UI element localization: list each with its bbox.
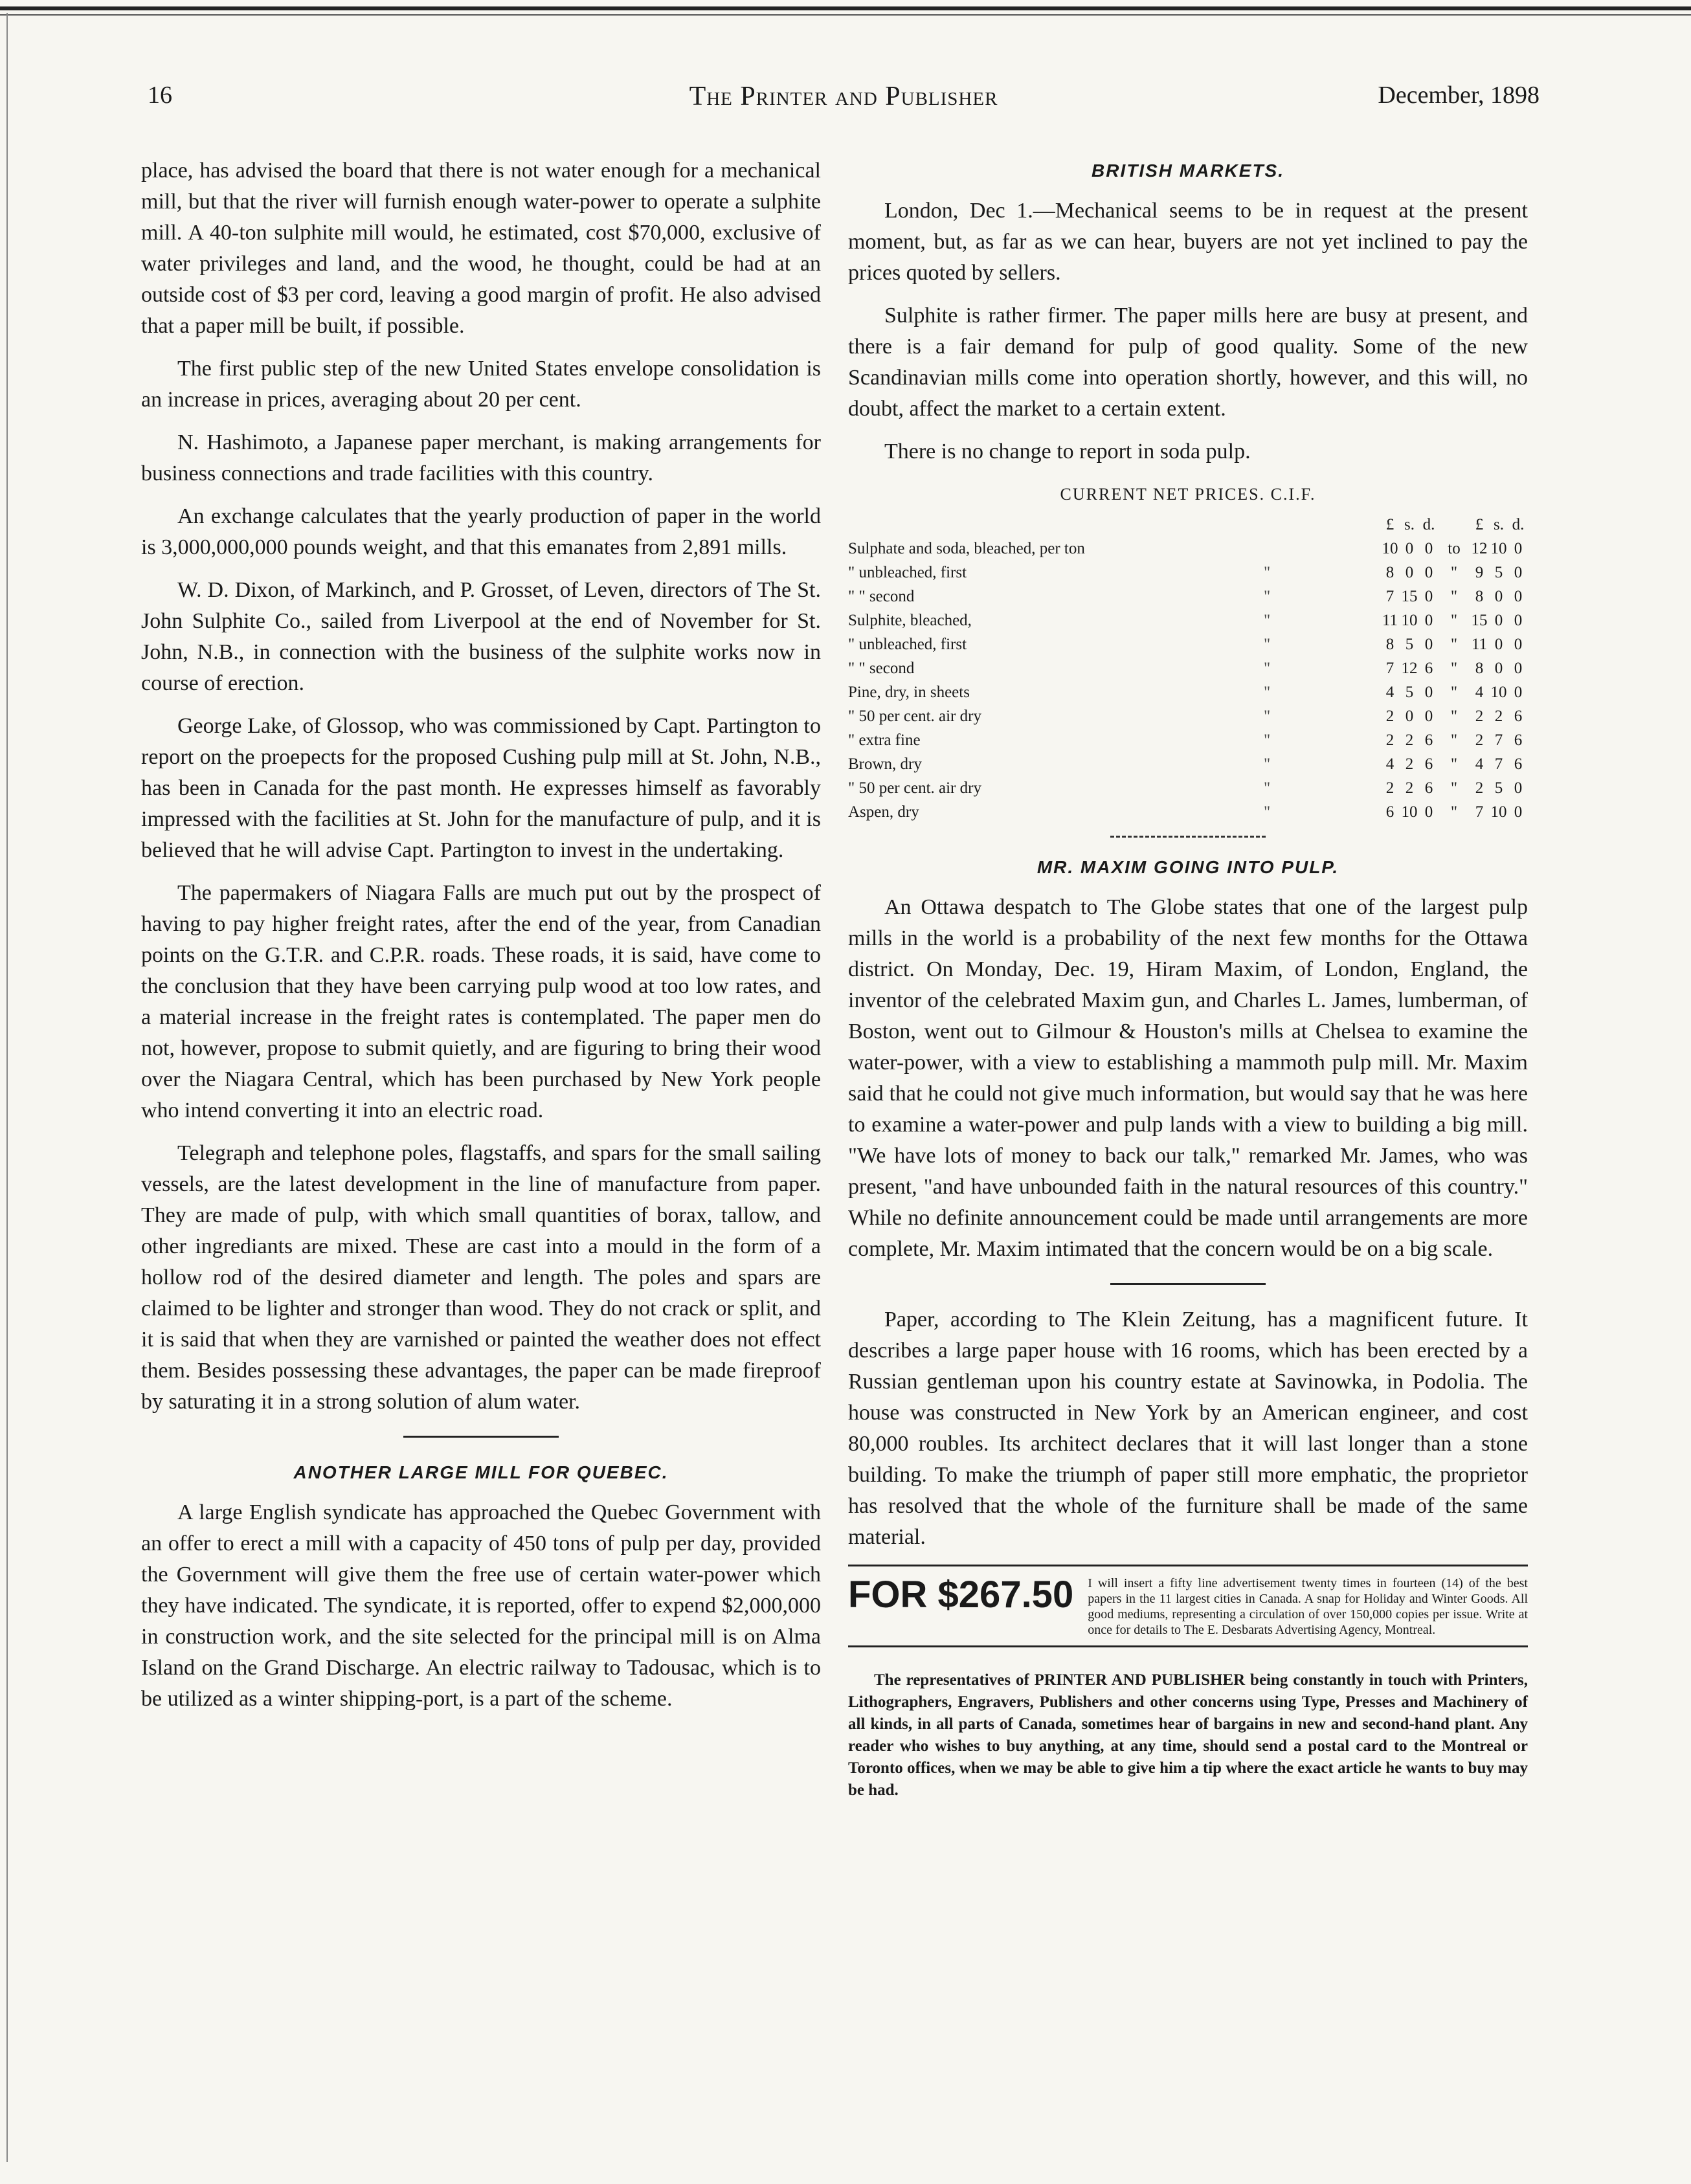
price-low-shillings: 5 (1405, 684, 1414, 701)
price-high-pounds: 15 (1471, 612, 1488, 629)
paragraph-niagara: The papermakers of Niagara Falls are much put out by the prospect of having to pay higher freight rates, after the end of the year, from Canadian points on the G.T.R. and C.P.R. roads. These roads, it is said, have come to the conclusion that they have been carrying pulp wood at too low rates, and a material increase in the freight rates is contemplated. The paper men do not, however, propose to submit quietly, and are figuring to bring their wood over the Niagara Central, which has been purchased by New York people who intend converting it into an electric road. (141, 881, 821, 1122)
price-low-pence: 0 (1424, 588, 1433, 605)
price-to: " (1450, 612, 1458, 629)
price-high-pence: 6 (1514, 755, 1523, 773)
price-high-shillings: 10 (1490, 684, 1507, 701)
price-low-pounds: 7 (1385, 588, 1394, 605)
paragraph-soda: There is no change to report in soda pulp. (884, 440, 1251, 463)
price-low-shillings: 10 (1401, 612, 1418, 629)
price-to: " (1450, 731, 1458, 749)
price-low-shillings: 2 (1405, 779, 1414, 797)
prices-title: CURRENT NET PRICES. C.I.F. (1060, 485, 1316, 504)
paragraph-paper-house: Paper, according to The Klein Zeitung, has a magnificent future. It describes a large paper house with 16 rooms, which has been erected by a Russian gentleman upon his country estate at Savinowka, in Podolia. The house was constructed in New York by an American engineer, and cost 80,000 roubles. Its architect declares that it will last longer than a stone building. To make the triumph of paper still more emphatic, the proprietor has resolved that the whole of the furniture shall be made of the same material. (848, 1308, 1528, 1549)
price-high-shillings: 7 (1494, 755, 1503, 773)
price-to: " (1450, 564, 1458, 581)
table-divider (1110, 836, 1266, 838)
page-header (148, 81, 1540, 126)
price-ditto: " (1264, 755, 1271, 773)
price-ditto: " (1264, 779, 1271, 797)
price-low-pounds: 7 (1385, 660, 1394, 677)
publication-title: The Printer and Publisher (689, 82, 998, 111)
price-high-pounds: 12 (1471, 540, 1488, 557)
price-row (848, 656, 1528, 680)
price-low-shillings: 0 (1405, 540, 1414, 557)
price-low-pence: 0 (1424, 708, 1433, 725)
price-low-shillings: 2 (1405, 755, 1414, 773)
price-high-pence: 0 (1514, 636, 1523, 653)
issue-date: December, 1898 (1378, 82, 1540, 109)
price-low-pence: 0 (1424, 540, 1433, 557)
publisher-notice: The representatives of PRINTER AND PUBLISHER being constantly in touch with Printers, Lithographers, Engravers, Publishers and other concerns using Type, Presses and Machinery of all kinds, in all parts of Canada, sometimes hear of bargains in new and second-hand plant. Any reader who wishes to buy anything, at any time, should send a postal card to the Montreal or Toronto offices, when we may be able to give him a tip where the exact article he wants to buy may be had. (848, 1671, 1528, 1799)
price-high-shillings: 5 (1494, 779, 1503, 797)
price-row (848, 776, 1528, 800)
price-label: Sulphate and soda, bleached, per ton (848, 540, 1085, 557)
price-label: " unbleached, first (848, 636, 967, 653)
price-to: " (1450, 660, 1458, 677)
price-low-pounds: 6 (1385, 803, 1394, 821)
price-low-shillings: 0 (1405, 708, 1414, 725)
price-low-shillings: 12 (1401, 660, 1418, 677)
price-low-pounds: 4 (1385, 684, 1394, 701)
price-ditto: " (1264, 612, 1271, 629)
price-label: Sulphite, bleached, (848, 612, 972, 629)
price-high-pounds: 4 (1475, 684, 1484, 701)
price-low-pounds: 2 (1385, 731, 1394, 749)
price-high-shillings: 0 (1494, 588, 1503, 605)
price-high-shillings: 0 (1494, 636, 1503, 653)
price-high-pounds: 9 (1475, 564, 1484, 581)
price-label: " 50 per cent. air dry (848, 779, 981, 797)
price-low-pence: 0 (1424, 636, 1433, 653)
price-label: " " second (848, 588, 915, 605)
price-ditto: " (1264, 708, 1271, 725)
price-low-pounds: 2 (1385, 708, 1394, 725)
paragraph-quebec: A large English syndicate has approached the Quebec Government with an offer to erect a mill with a capacity of 450 tons of pulp per day, provided the Government will give them the free use of certain water-power which they have indicated. The syndicate, it is reported, offer to expend $2,000,000 in construction work, and the site selected for the principal mill is on Alma Island on the Grand Discharge. An electric railway to Tadousac, which is to be utilized as a winter shipping-port, is a part of the scheme. (141, 1500, 821, 1711)
price-high-shillings: 7 (1494, 731, 1503, 749)
price-high-pounds: 2 (1475, 779, 1484, 797)
ad-headline: FOR $267.50 (848, 1574, 1074, 1616)
unit-pence: d. (1422, 516, 1435, 533)
prices-units-row (848, 513, 1528, 537)
price-high-pence: 6 (1514, 731, 1523, 749)
price-to: " (1450, 588, 1458, 605)
price-high-shillings: 0 (1494, 660, 1503, 677)
paragraph-lake: George Lake, of Glossop, who was commissioned by Capt. Partington to report on the proepects for the proposed Cushing pulp mill at St. John, N.B., has been in Canada for the past month. He expresses himself as favorably impressed with the facilities at St. John for the manufacture of pulp, and it is believed that he will advise Capt. Partington to invest in the undertaking. (141, 714, 821, 862)
price-row (848, 704, 1528, 728)
price-high-pounds: 2 (1475, 731, 1484, 749)
price-high-pounds: 11 (1471, 636, 1488, 653)
prices-table (848, 513, 1528, 824)
paragraph-production: An exchange calculates that the yearly production of paper in the world is 3,000,000,000 pounds weight, and that this emanates from 2,891 mills. (141, 504, 821, 559)
price-low-pence: 0 (1424, 684, 1433, 701)
unit-pence: d. (1512, 516, 1525, 533)
price-to: " (1450, 684, 1458, 701)
price-label: Aspen, dry (848, 803, 919, 821)
price-high-pence: 0 (1514, 612, 1523, 629)
price-high-pounds: 4 (1475, 755, 1484, 773)
price-to: " (1450, 636, 1458, 653)
price-row (848, 537, 1528, 561)
price-to: " (1450, 755, 1458, 773)
price-high-pence: 6 (1514, 708, 1523, 725)
price-high-pounds: 8 (1475, 660, 1484, 677)
right-column (848, 155, 1528, 1801)
price-high-pence: 0 (1514, 779, 1523, 797)
price-to: " (1450, 803, 1458, 821)
price-high-pence: 0 (1514, 660, 1523, 677)
price-row (848, 585, 1528, 608)
price-low-pounds: 8 (1385, 564, 1394, 581)
price-high-shillings: 2 (1494, 708, 1503, 725)
price-to: " (1450, 779, 1458, 797)
price-to: to (1448, 540, 1461, 557)
price-label: " 50 per cent. air dry (848, 708, 981, 725)
paragraph-envelope: The first public step of the new United States envelope consolidation is an increase in prices, averaging about 20 per cent. (141, 357, 821, 412)
paragraph-sulphite-mill: place, has advised the board that there is not water enough for a mechanical mill, but that the river will furnish enough water-power to operate a sulphite mill. A 40-ton sulphite mill would, he estimated, cost $70,000, exclusive of water privileges and land, and the wood, he thought, could be had at an outside cost of $3 per cord, leaving a good margin of profit. He also advised that a paper mill be built, if possible. (141, 159, 821, 338)
price-label: " extra fine (848, 731, 921, 749)
paragraph-poles: Telegraph and telephone poles, flagstaffs, and spars for the small sailing vessels, are the latest development in the line of manufacture from paper. They are made of pulp, with which small quantities of borax, tallow, and other ingrediants are mixed. These are cast into a mould in the form of a hollow rod of the desired diameter and length. The poles and spars are claimed to be lighter and stronger than wood. They do not crack or split, and it is said that when they are varnished or painted the weather does not effect them. Besides possessing these advantages, the paper can be made fireproof by saturating it in a strong solution of alum water. (141, 1141, 821, 1414)
price-high-pence: 0 (1514, 540, 1523, 557)
price-row (848, 752, 1528, 776)
paragraph-maxim: An Ottawa despatch to The Globe states that one of the largest pulp mills in the world is a probability of the next few months for the Ottawa district. On Monday, Dec. 19, Hiram Maxim, of London, England, the inventor of the celebrated Maxim gun, and Charles L. James, lumberman, of Boston, went out to Gilmour & Houston's mills at Chelsea to examine the water-power, with a view to establishing a mammoth pulp mill. Mr. Maxim said that he could not give much information, but would say that he was here to examine a water-power and pulp lands with a view to building a big mill. "We have lots of money to back our talk," remarked Mr. James, who was present, "and have unbounded faith in the natural resources of this country." While no definite announcement could be made until arrangements are more complete, Mr. Maxim intimated that the concern would be on a big scale. (848, 895, 1528, 1261)
price-high-pounds: 2 (1475, 708, 1484, 725)
section-divider (403, 1436, 559, 1438)
left-column (141, 155, 821, 1726)
paragraph-hashimoto: N. Hashimoto, a Japanese paper merchant, is making arrangements for business connections and trade facilities with this country. (141, 430, 821, 485)
price-low-shillings: 5 (1405, 636, 1414, 653)
price-label: " unbleached, first (848, 564, 967, 581)
price-high-pounds: 8 (1475, 588, 1484, 605)
price-low-pounds: 11 (1382, 612, 1398, 629)
price-high-pence: 0 (1514, 684, 1523, 701)
price-low-pence: 6 (1424, 755, 1433, 773)
unit-pound: £ (1475, 516, 1484, 533)
price-ditto (1251, 537, 1380, 561)
price-high-shillings: 0 (1494, 612, 1503, 629)
price-ditto: " (1264, 731, 1271, 749)
price-label: Brown, dry (848, 755, 922, 773)
price-ditto: " (1264, 660, 1271, 677)
heading-quebec: ANOTHER LARGE MILL FOR QUEBEC. (293, 1462, 669, 1482)
price-low-pounds: 10 (1382, 540, 1398, 557)
price-ditto: " (1264, 684, 1271, 701)
price-row (848, 800, 1528, 824)
price-low-shillings: 15 (1401, 588, 1418, 605)
price-ditto: " (1264, 803, 1271, 821)
price-ditto: " (1264, 636, 1271, 653)
price-high-pounds: 7 (1475, 803, 1484, 821)
price-row (848, 680, 1528, 704)
price-row (848, 632, 1528, 656)
price-high-shillings: 10 (1490, 540, 1507, 557)
unit-shillings: s. (1494, 516, 1504, 533)
price-low-shillings: 0 (1405, 564, 1414, 581)
price-low-pounds: 4 (1385, 755, 1394, 773)
price-label: Pine, dry, in sheets (848, 684, 970, 701)
price-high-pence: 0 (1514, 564, 1523, 581)
price-low-shillings: 10 (1401, 803, 1418, 821)
price-low-shillings: 2 (1405, 731, 1414, 749)
page-number: 16 (148, 82, 172, 109)
unit-shillings: s. (1404, 516, 1415, 533)
price-row (848, 561, 1528, 585)
price-low-pence: 6 (1424, 731, 1433, 749)
price-low-pence: 6 (1424, 660, 1433, 677)
section-divider (1110, 1283, 1266, 1285)
top-rule (0, 6, 1691, 10)
unit-pound: £ (1385, 516, 1394, 533)
price-row (848, 608, 1528, 632)
price-low-pounds: 2 (1385, 779, 1394, 797)
left-border (6, 13, 8, 2162)
ad-text: I will insert a fifty line advertisement twenty times in fourteen (14) of the best papers in the 11 largest cities in Canada. A snap for Holiday and Winter Goods. All good mediums, representing a circulation of over 150,000 copies per issue. Write at once for details to The E. Desbarats Advertising Agency, Montreal. (1088, 1576, 1528, 1637)
paragraph-sulphite-firmer: Sulphite is rather firmer. The paper mills here are busy at present, and there is a fair demand for pulp of good quality. Some of the new Scandinavian mills come into operation shortly, however, and this will, no doubt, affect the market to a certain extent. (848, 304, 1528, 421)
price-low-pence: 0 (1424, 612, 1433, 629)
price-ditto: " (1264, 588, 1271, 605)
price-ditto: " (1264, 564, 1271, 581)
paragraph-london: London, Dec 1.—Mechanical seems to be in request at the present moment, but, as far as we can hear, buyers are not yet inclined to pay the prices quoted by sellers. (848, 199, 1528, 285)
price-high-shillings: 5 (1494, 564, 1503, 581)
price-row (848, 728, 1528, 752)
price-high-shillings: 10 (1490, 803, 1507, 821)
price-to: " (1450, 708, 1458, 725)
price-high-pence: 0 (1514, 803, 1523, 821)
paragraph-dixon: W. D. Dixon, of Markinch, and P. Grosset, of Leven, directors of The St. John Sulphite Co., sailed from Liverpool at the end of November for St. John, N.B., in connection with the business of the sulphite works now in course of erection. (141, 578, 821, 695)
price-low-pence: 0 (1424, 564, 1433, 581)
heading-british-markets: BRITISH MARKETS. (1092, 161, 1284, 181)
advertisement (848, 1565, 1528, 1647)
heading-maxim: MR. MAXIM GOING INTO PULP. (1036, 857, 1339, 877)
price-label: " " second (848, 660, 915, 677)
price-high-pence: 0 (1514, 588, 1523, 605)
price-low-pence: 0 (1424, 803, 1433, 821)
top-rule-thin (0, 14, 1691, 16)
price-low-pence: 6 (1424, 779, 1433, 797)
price-low-pounds: 8 (1385, 636, 1394, 653)
